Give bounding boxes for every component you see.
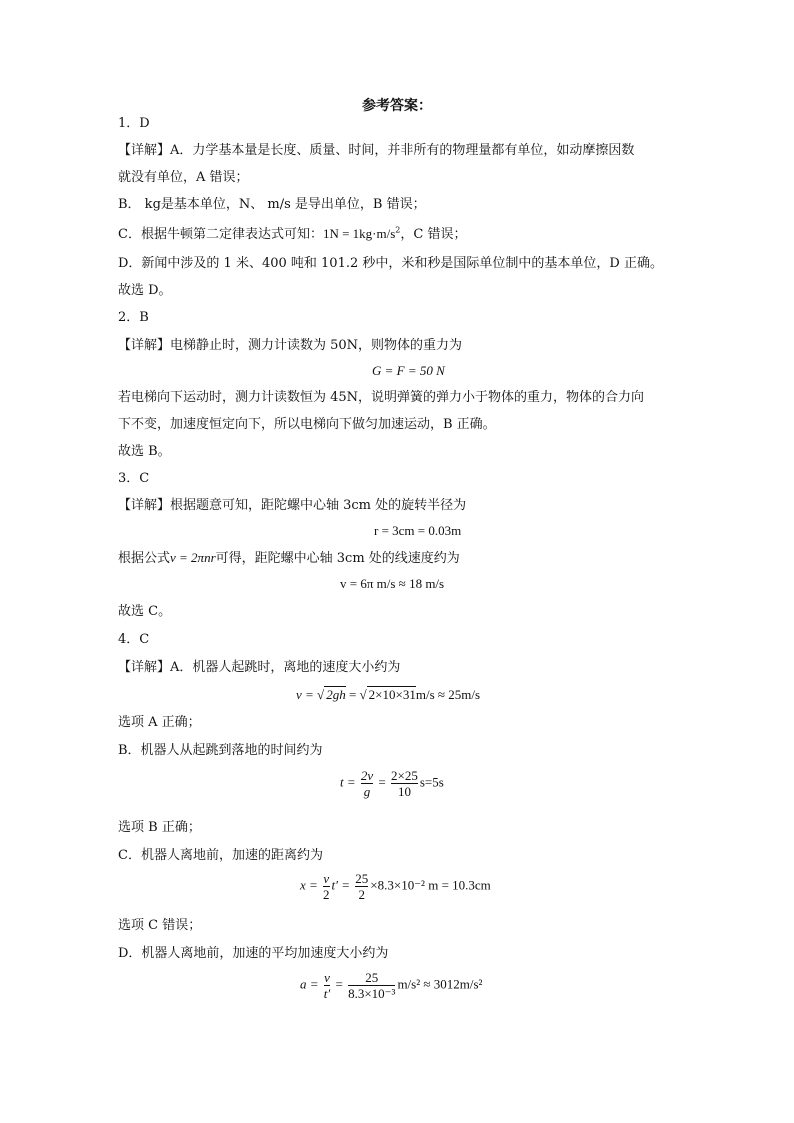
q2-explain-a: 【详解】电梯静止时，测力计读数为 50N，则物体的重力为 bbox=[118, 338, 463, 353]
q1-explain-c bbox=[118, 225, 466, 244]
q2-explain-b-line1: 若电梯向下运动时，测力计读数恒为 45N，说明弹簧的弹力小于物体的重力，物体的合力向 bbox=[118, 390, 645, 405]
q3-equation-speed: v = 6π m/s ≈ 18 m/s bbox=[340, 576, 445, 591]
q4-equation-d bbox=[300, 970, 482, 1001]
q4-result-c: 选项 C 错误； bbox=[118, 918, 202, 933]
q4-eq-c-lhs: x = bbox=[300, 877, 322, 893]
q1-explain-a-line2: 就没有单位，A 错误； bbox=[118, 170, 249, 185]
q4-eq-d-rhs: m/s² ≈ 3012m/s² bbox=[397, 976, 483, 992]
q4-eq-b-num1: 2v bbox=[360, 768, 374, 783]
q4-equation-a: v = √ 2gh = √ 2×10×31m/s ≈ 25m/s bbox=[296, 687, 481, 702]
q2-equation: G = F = 50 N bbox=[372, 363, 445, 378]
q2-answer: 故选 B。 bbox=[118, 444, 171, 459]
q4-eq-c-den2: 2 bbox=[355, 886, 368, 902]
q4-result-a: 选项 A 正确； bbox=[118, 715, 201, 730]
q2-number: 2．B bbox=[118, 310, 149, 325]
q3-b-text2: 可得，距陀螺中心轴 3cm 处的线速度约为 bbox=[215, 551, 460, 566]
q4-eq-c-frac2 bbox=[355, 871, 368, 902]
q4-eq-d-den1: t′ bbox=[323, 986, 331, 1001]
q4-eq-b-den1: g bbox=[361, 783, 373, 799]
q4-eq-a-mid: = bbox=[345, 687, 360, 702]
q4-eq-d-frac1 bbox=[324, 970, 330, 1001]
q4-explain-c: C．机器人离地前，加速的距离约为 bbox=[118, 848, 323, 863]
q4-eq-d-lhs: a = bbox=[300, 976, 322, 992]
q3-explain-a: 【详解】根据题意可知，距陀螺中心轴 3cm 处的旋转半径为 bbox=[118, 498, 467, 513]
q4-eq-c-den1: 2 bbox=[323, 887, 330, 902]
q1-explain-b: B． kg是基本单位，N、 m/s 是导出单位，B 错误； bbox=[118, 197, 426, 212]
q4-result-b: 选项 B 正确； bbox=[118, 820, 201, 835]
q1-answer: 故选 D。 bbox=[118, 283, 172, 298]
q4-eq-d-num2: 25 bbox=[365, 970, 379, 985]
q4-eq-d-den2: 8.3×10⁻³ bbox=[348, 986, 396, 1001]
q1-c-result: ，C 错误； bbox=[400, 227, 467, 242]
q4-eq-c-num2: 25 bbox=[355, 871, 369, 886]
q1-explain-d: D．新闻中涉及的 1 米、400 吨和 101.2 秒中，米和秒是国际单位制中的基本单位，D 正确。 bbox=[118, 256, 663, 271]
q4-eq-a-radicand2: 2×10×31 bbox=[368, 687, 416, 702]
q4-equation-b bbox=[340, 768, 444, 799]
q1-number: 1．D bbox=[118, 116, 150, 131]
q4-number: 4．C bbox=[118, 632, 150, 647]
q3-answer: 故选 C。 bbox=[118, 604, 172, 619]
q3-b-text: 根据公式 bbox=[118, 551, 171, 566]
q4-eq-c-rhs: ×8.3×10⁻² m = 10.3cm bbox=[370, 877, 491, 893]
q4-explain-a: 【详解】A．机器人起跳时，离地的速度大小约为 bbox=[118, 660, 401, 675]
q1-explain-a-line1: 【详解】A．力学基本量是长度、质量、时间，并非所有的物理量都有单位，如动摩擦因数 bbox=[118, 143, 635, 158]
q3-number: 3．C bbox=[118, 471, 150, 486]
q3-b-formula: v = 2πnr bbox=[170, 550, 216, 565]
q4-explain-d: D．机器人离地前，加速的平均加速度大小约为 bbox=[118, 946, 389, 961]
q4-eq-b-mid: = bbox=[375, 774, 390, 790]
q4-explain-b: B．机器人从起跳到落地的时间约为 bbox=[118, 743, 323, 758]
q4-eq-d-mid: = bbox=[332, 976, 347, 992]
q4-eq-d-num1: v bbox=[324, 970, 330, 985]
q4-eq-a-rhs: m/s ≈ 25m/s bbox=[415, 687, 481, 702]
q4-eq-b-frac1 bbox=[361, 768, 373, 799]
q2-explain-b-line2: 下不变，加速度恒定向下，所以电梯向下做匀加速运动，B 正确。 bbox=[118, 417, 496, 432]
q4-eq-c-frac1 bbox=[323, 871, 330, 902]
q4-eq-d-frac2 bbox=[348, 970, 395, 1001]
q4-eq-b-rhs: s=5s bbox=[419, 774, 444, 790]
q3-explain-b bbox=[118, 549, 460, 568]
q4-eq-c-num1: v bbox=[323, 871, 330, 886]
q1-c-equation: 1N = 1kg·m/s bbox=[322, 226, 396, 241]
q1-c-text: C．根据牛顿第二定律表达式可知： bbox=[118, 227, 323, 242]
q4-eq-b-den2: 10 bbox=[391, 783, 418, 799]
q4-eq-b-lhs: t = bbox=[340, 774, 359, 790]
q4-equation-c bbox=[300, 871, 491, 902]
q4-eq-a-lhs: v = bbox=[296, 687, 318, 702]
q3-equation-radius: r = 3cm = 0.03m bbox=[374, 523, 462, 538]
q4-eq-b-num2: 2×25 bbox=[391, 768, 418, 783]
q4-eq-c-t: t′ = bbox=[331, 877, 354, 893]
page-title: 参考答案： bbox=[362, 98, 432, 114]
q4-eq-b-frac2 bbox=[391, 768, 418, 799]
q4-eq-a-radicand1: 2gh bbox=[326, 687, 346, 702]
q1-c-sup: 2 bbox=[395, 225, 401, 235]
